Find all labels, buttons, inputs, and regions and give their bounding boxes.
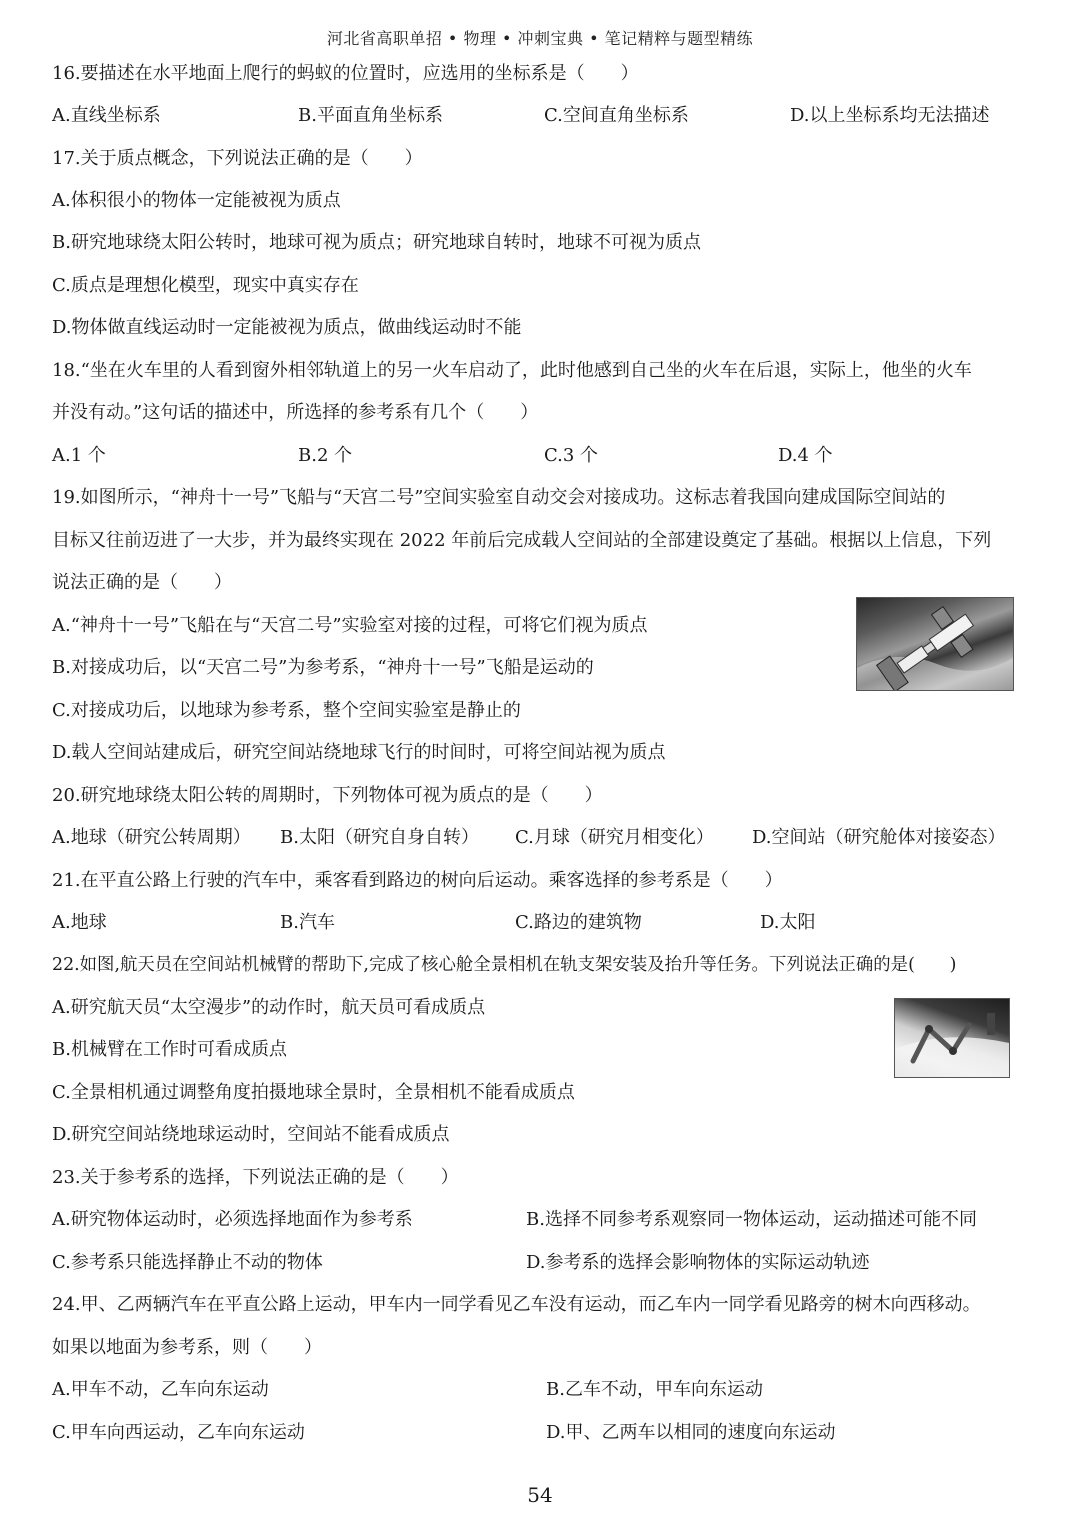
spacecraft-docking-illustration <box>857 598 1013 690</box>
question-17-option-c: C.质点是理想化模型，现实中真实存在 <box>52 275 359 296</box>
question-24-stem-line1: 24.甲、乙两辆汽车在平直公路上运动，甲车内一同学看见乙车没有运动，而乙车内一同学看见路旁的树木向西移动。 <box>52 1294 981 1315</box>
page-number: 54 <box>527 1483 553 1507</box>
question-23-option-c: C.参考系只能选择静止不动的物体 <box>52 1252 323 1273</box>
question-22-option-c: C.全景相机通过调整角度拍摄地球全景时，全景相机不能看成质点 <box>52 1082 575 1103</box>
question-23-option-b: B.选择不同参考系观察同一物体运动，运动描述可能不同 <box>526 1209 977 1230</box>
question-16-stem: 16.要描述在水平地面上爬行的蚂蚁的位置时，应选用的坐标系是（ ） <box>52 63 639 84</box>
question-17-option-b: B.研究地球绕太阳公转时，地球可视为质点；研究地球自转时，地球不可视为质点 <box>52 232 701 253</box>
question-19-stem-line3: 说法正确的是（ ） <box>52 572 232 593</box>
question-20-option-b: B.太阳（研究自身自转） <box>280 827 479 848</box>
question-24-option-c: C.甲车向西运动，乙车向东运动 <box>52 1422 305 1443</box>
question-16-option-b: B.平面直角坐标系 <box>298 105 443 126</box>
question-22-option-b: B.机械臂在工作时可看成质点 <box>52 1039 287 1060</box>
robotic-arm-illustration <box>895 999 1009 1077</box>
question-23-option-d: D.参考系的选择会影响物体的实际运动轨迹 <box>526 1252 870 1273</box>
question-22-stem: 22.如图,航天员在空间站机械臂的帮助下,完成了核心舱全景相机在轨支架安装及抬升等任务。下列说法正确的是( ) <box>52 955 957 975</box>
question-21-option-d: D.太阳 <box>760 912 816 933</box>
question-24-option-b: B.乙车不动，甲车向东运动 <box>546 1379 763 1400</box>
question-18-option-a: A.1 个 <box>52 445 106 466</box>
question-21-option-a: A.地球 <box>52 912 107 933</box>
question-22-option-a: A.研究航天员“太空漫步”的动作时，航天员可看成质点 <box>52 997 486 1018</box>
question-20-option-a: A.地球（研究公转周期） <box>52 827 251 848</box>
question-19-option-d: D.载人空间站建成后，研究空间站绕地球飞行的时间时，可将空间站视为质点 <box>52 742 666 763</box>
question-17-option-d: D.物体做直线运动时一定能被视为质点，做曲线运动时不能 <box>52 317 522 338</box>
question-20-stem: 20.研究地球绕太阳公转的周期时，下列物体可视为质点的是（ ） <box>52 785 603 806</box>
question-22-option-d: D.研究空间站绕地球运动时，空间站不能看成质点 <box>52 1124 450 1145</box>
question-24-option-d: D.甲、乙两车以相同的速度向东运动 <box>546 1422 836 1443</box>
question-19-option-c: C.对接成功后，以地球为参考系，整个空间实验室是静止的 <box>52 700 521 721</box>
question-18-stem-line1: 18.“坐在火车里的人看到窗外相邻轨道上的另一火车启动了，此时他感到自己坐的火车在后退，实际上，他坐的火车 <box>52 360 972 381</box>
spacecraft-docking-photo <box>856 597 1014 691</box>
question-21-option-b: B.汽车 <box>280 912 335 933</box>
question-17-option-a: A.体积很小的物体一定能被视为质点 <box>52 190 341 211</box>
question-18-stem-line2: 并没有动。”这句话的描述中，所选择的参考系有几个（ ） <box>52 402 539 423</box>
question-23-stem: 23.关于参考系的选择，下列说法正确的是（ ） <box>52 1167 459 1188</box>
question-23-option-a: A.研究物体运动时，必须选择地面作为参考系 <box>52 1209 413 1230</box>
page-header: 河北省高职单招 • 物理 • 冲刺宝典 • 笔记精粹与题型精练 <box>326 29 754 48</box>
question-17-stem: 17.关于质点概念，下列说法正确的是（ ） <box>52 148 423 169</box>
question-20-option-c: C.月球（研究月相变化） <box>515 827 714 848</box>
question-21-option-c: C.路边的建筑物 <box>515 912 642 933</box>
question-21-stem: 21.在平直公路上行驶的汽车中，乘客看到路边的树向后运动。乘客选择的参考系是（ ） <box>52 870 783 891</box>
question-16-option-c: C.空间直角坐标系 <box>544 105 689 126</box>
question-19-option-a: A.“神舟十一号”飞船在与“天宫二号”实验室对接的过程，可将它们视为质点 <box>52 615 648 636</box>
question-19-stem-line1: 19.如图所示，“神舟十一号”飞船与“天宫二号”空间实验室自动交会对接成功。这标志着我国向建成国际空间站的 <box>52 487 946 508</box>
question-24-stem-line2: 如果以地面为参考系，则（ ） <box>52 1337 322 1358</box>
question-20-option-d: D.空间站（研究舱体对接姿态） <box>752 827 1006 848</box>
question-18-option-c: C.3 个 <box>544 445 599 466</box>
question-24-option-a: A.甲车不动，乙车向东运动 <box>52 1379 269 1400</box>
question-18-option-b: B.2 个 <box>298 445 353 466</box>
question-16-option-a: A.直线坐标系 <box>52 105 161 126</box>
robotic-arm-photo <box>894 998 1010 1078</box>
question-18-option-d: D.4 个 <box>778 445 833 466</box>
question-16-option-d: D.以上坐标系均无法描述 <box>790 105 990 126</box>
question-19-stem-line2: 目标又往前迈进了一大步，并为最终实现在 2022 年前后完成载人空间站的全部建设奠定了基础。根据以上信息，下列 <box>52 530 992 551</box>
question-19-option-b: B.对接成功后，以“天宫二号”为参考系，“神舟十一号”飞船是运动的 <box>52 657 594 678</box>
